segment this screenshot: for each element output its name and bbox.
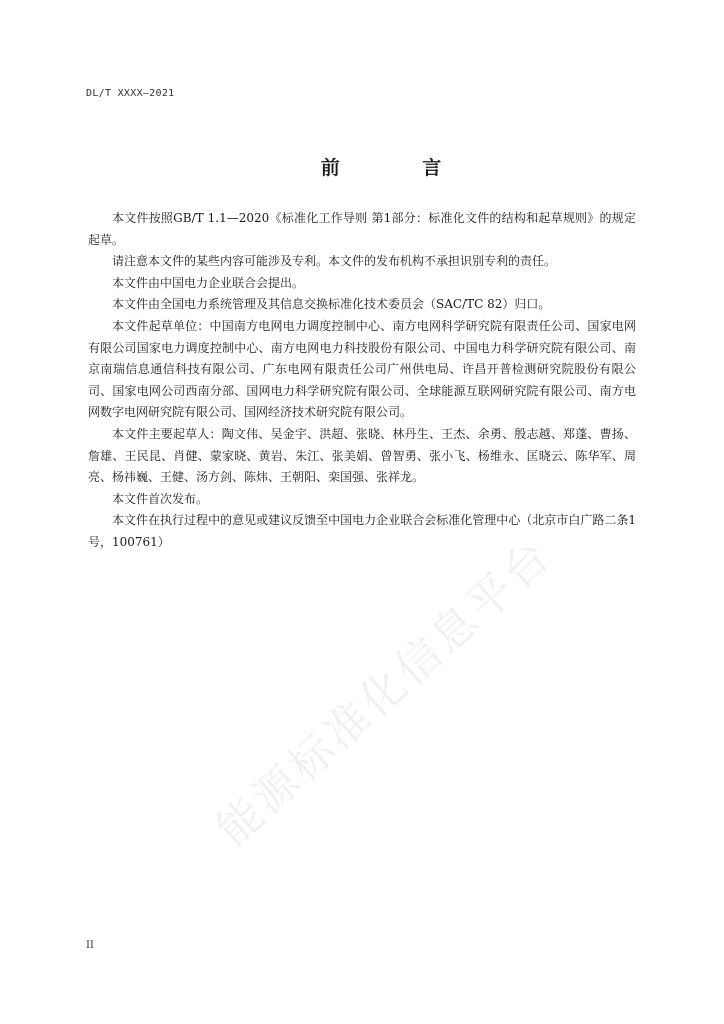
paragraph-drafting-units: 本文件起草单位：中国南方电网电力调度控制中心、南方电网科学研究院有限责任公司、国家电网有限公司国家电力调度控制中心、南方电网电力科技股份有限公司、中国电力科学研究院有限公司、南京南瑞信息通信科技有限公司、广东电网有限责任公司广州供电局、许昌开普检测研究院股份有限公司、国家电网公司西南分部、国网电力科学研究院有限公司、全球能源互联网研究院有限公司、南方电网数字电网研究院有限公司、国网经济技术研究院有限公司。 — [88, 318, 636, 420]
paragraph-feedback: 本文件在执行过程中的意见或建议反馈至中国电力企业联合会标准化管理中心（北京市白广路二条1号，100761） — [88, 513, 636, 549]
paragraph-committee: 本文件由全国电力系统管理及其信息交换标准化技术委员会（SAC/TC 82）归口。 — [112, 297, 551, 312]
page-number: II — [86, 940, 94, 951]
watermark: 能源标准化信息平台 — [207, 529, 563, 857]
paragraph-first-release: 本文件首次发布。 — [112, 491, 209, 506]
paragraph-proposer: 本文件由中国电力企业联合会提出。 — [112, 275, 305, 290]
paragraph-patent-notice: 请注意本文件的某些内容可能涉及专利。本文件的发布机构不承担识别专利的责任。 — [112, 254, 557, 269]
document-code: DL/T XXXX—2021 — [86, 88, 175, 99]
page-title: 前 言 — [320, 157, 480, 179]
paragraph-drafters: 本文件主要起草人：陶文伟、吴金宇、洪超、张晓、林丹生、王杰、余勇、殷志越、郑蓬、曹扬、詹雄、王民昆、肖健、蒙家晓、黄岩、朱江、张美娟、曾智勇、张小飞、杨维永、匡晓云、陈华军、周亮、杨祎巍、王健、汤方剑、陈炜、王朝阳、栾国强、张祥龙。 — [88, 426, 636, 485]
paragraph-drafting-rules: 本文件按照GB/T 1.1—2020《标准化工作导则 第1部分：标准化文件的结构和起草规则》的规定起草。 — [88, 211, 636, 247]
foreword-body — [88, 208, 636, 554]
